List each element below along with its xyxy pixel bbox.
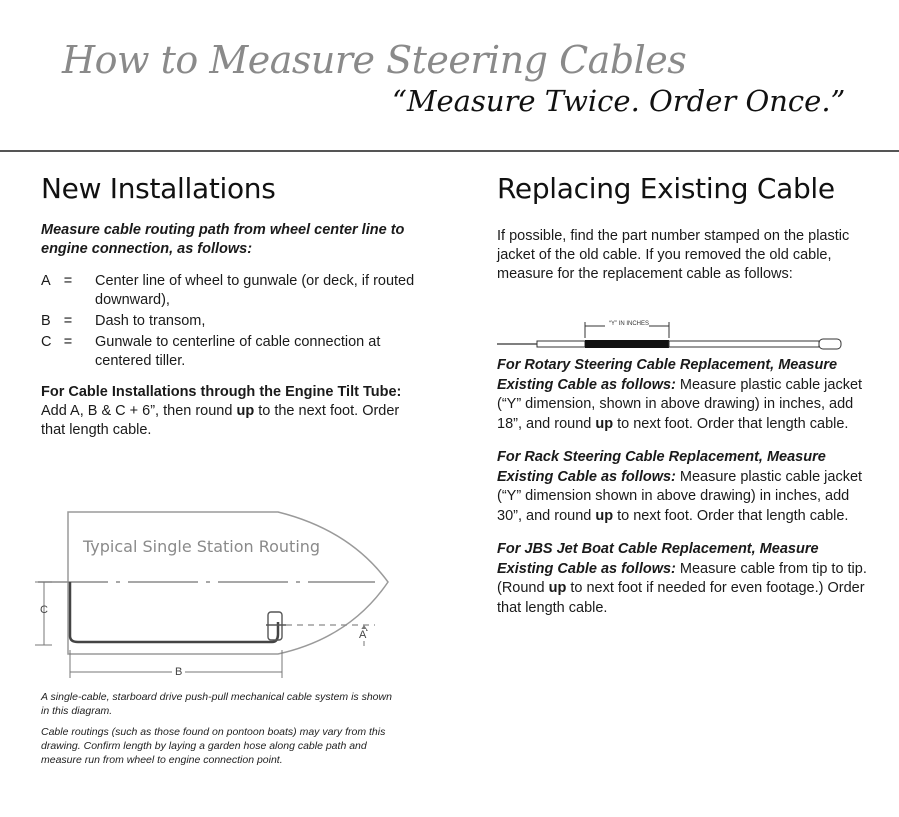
rotary-text-after: to next foot. Order that length cable. bbox=[613, 415, 849, 432]
boat-outline-drawing bbox=[30, 500, 410, 685]
header-divider bbox=[0, 150, 899, 152]
diagram-label-c: C bbox=[40, 604, 48, 616]
measurement-eq: = bbox=[63, 334, 73, 350]
cable-route bbox=[70, 582, 278, 642]
boat-hull bbox=[68, 512, 388, 654]
tilt-tube-section bbox=[41, 383, 421, 440]
measurement-key: B bbox=[41, 313, 51, 329]
cable-svg bbox=[497, 316, 852, 356]
measurement-text: Dash to transom, bbox=[95, 313, 206, 329]
rack-text-before: Measure plastic cable jacket (“Y” dimension shown in above drawing) in inches, add 30”, and round bbox=[497, 468, 863, 524]
measurement-a bbox=[41, 272, 421, 310]
tilt-tube-text-before: Add A, B & C + 6”, then round bbox=[41, 403, 237, 419]
diagram-notes bbox=[41, 690, 401, 774]
measurement-eq: = bbox=[63, 273, 73, 289]
measurement-text: Gunwale to centerline of cable connection at centered tiller. bbox=[95, 334, 381, 369]
rack-section bbox=[497, 448, 867, 526]
new-installations-lead: Measure cable routing path from wheel center line to engine connection, as follows: bbox=[41, 222, 405, 257]
page-title: How to Measure Steering Cables bbox=[62, 38, 687, 82]
measurement-key: A bbox=[41, 273, 51, 289]
cable-fitting-left bbox=[537, 341, 585, 347]
tilt-tube-heading: For Cable Installations through the Engine Tilt Tube: bbox=[41, 384, 402, 400]
measurement-c bbox=[41, 333, 421, 371]
new-installations-heading: New Installations bbox=[41, 172, 276, 205]
measurement-b bbox=[41, 312, 421, 331]
rotary-section bbox=[497, 356, 867, 434]
rotary-emphasis: up bbox=[595, 415, 614, 432]
tilt-tube-text-after: to the next foot. Order that length cable. bbox=[41, 403, 400, 438]
rack-heading: For Rack Steering Cable Replacement, Measure Existing Cable as follows: bbox=[497, 449, 826, 485]
new-installations-section bbox=[41, 172, 421, 440]
cable-drawing bbox=[497, 316, 852, 361]
cable-fitting-right bbox=[669, 341, 819, 347]
diagram-label-a: A bbox=[359, 629, 367, 641]
jbs-section bbox=[497, 540, 867, 618]
cable-jacket bbox=[585, 340, 669, 348]
diagram-label-b: B bbox=[172, 666, 185, 678]
rotary-heading: For Rotary Steering Cable Replacement, Measure Existing Cable as follows: bbox=[497, 357, 838, 393]
jbs-emphasis: up bbox=[548, 580, 567, 596]
cable-end bbox=[819, 339, 841, 349]
rack-text-after: to next foot. Order that length cable. bbox=[613, 507, 849, 524]
note: A single-cable, starboard drive push-pull mechanical cable system is shown in this diagram. bbox=[41, 691, 392, 717]
jbs-heading: For JBS Jet Boat Cable Replacement, Measure Existing Cable as follows: bbox=[497, 541, 819, 577]
replacing-intro: If possible, find the part number stamped on the plastic jacket of the old cable. If you removed the old cable, measure for the replacement cable as follows: bbox=[497, 228, 850, 282]
routing-diagram bbox=[30, 500, 410, 690]
rotary-text-before: Measure plastic cable jacket (“Y” dimension, shown in above drawing) in inches, add 18”, and round bbox=[497, 376, 863, 432]
replacing-heading: Replacing Existing Cable bbox=[497, 172, 835, 205]
jbs-text-after: to next foot if needed for even footage.) Order that length cable. bbox=[497, 580, 865, 616]
measurement-key: C bbox=[41, 334, 52, 350]
engine-mount bbox=[268, 612, 282, 640]
cable-y-label: “Y” IN INCHES bbox=[608, 321, 649, 327]
measurement-eq: = bbox=[63, 313, 73, 329]
measurement-text: Center line of wheel to gunwale (or deck, if routed downward), bbox=[95, 273, 415, 308]
tilt-tube-emphasis: up bbox=[236, 403, 255, 419]
jbs-text-before: Measure cable from tip to tip. (Round bbox=[497, 560, 867, 596]
rack-emphasis: up bbox=[595, 507, 614, 524]
page-subtitle: “Measure Twice. Order Once.” bbox=[392, 84, 846, 118]
replacing-section bbox=[497, 172, 867, 632]
note: Cable routings (such as those found on pontoon boats) may vary from this drawing. Confirm length by laying a garden hose along cable path and measure run from wheel to engine connection point. bbox=[41, 726, 386, 766]
diagram-label: Typical Single Station Routing bbox=[83, 537, 321, 556]
